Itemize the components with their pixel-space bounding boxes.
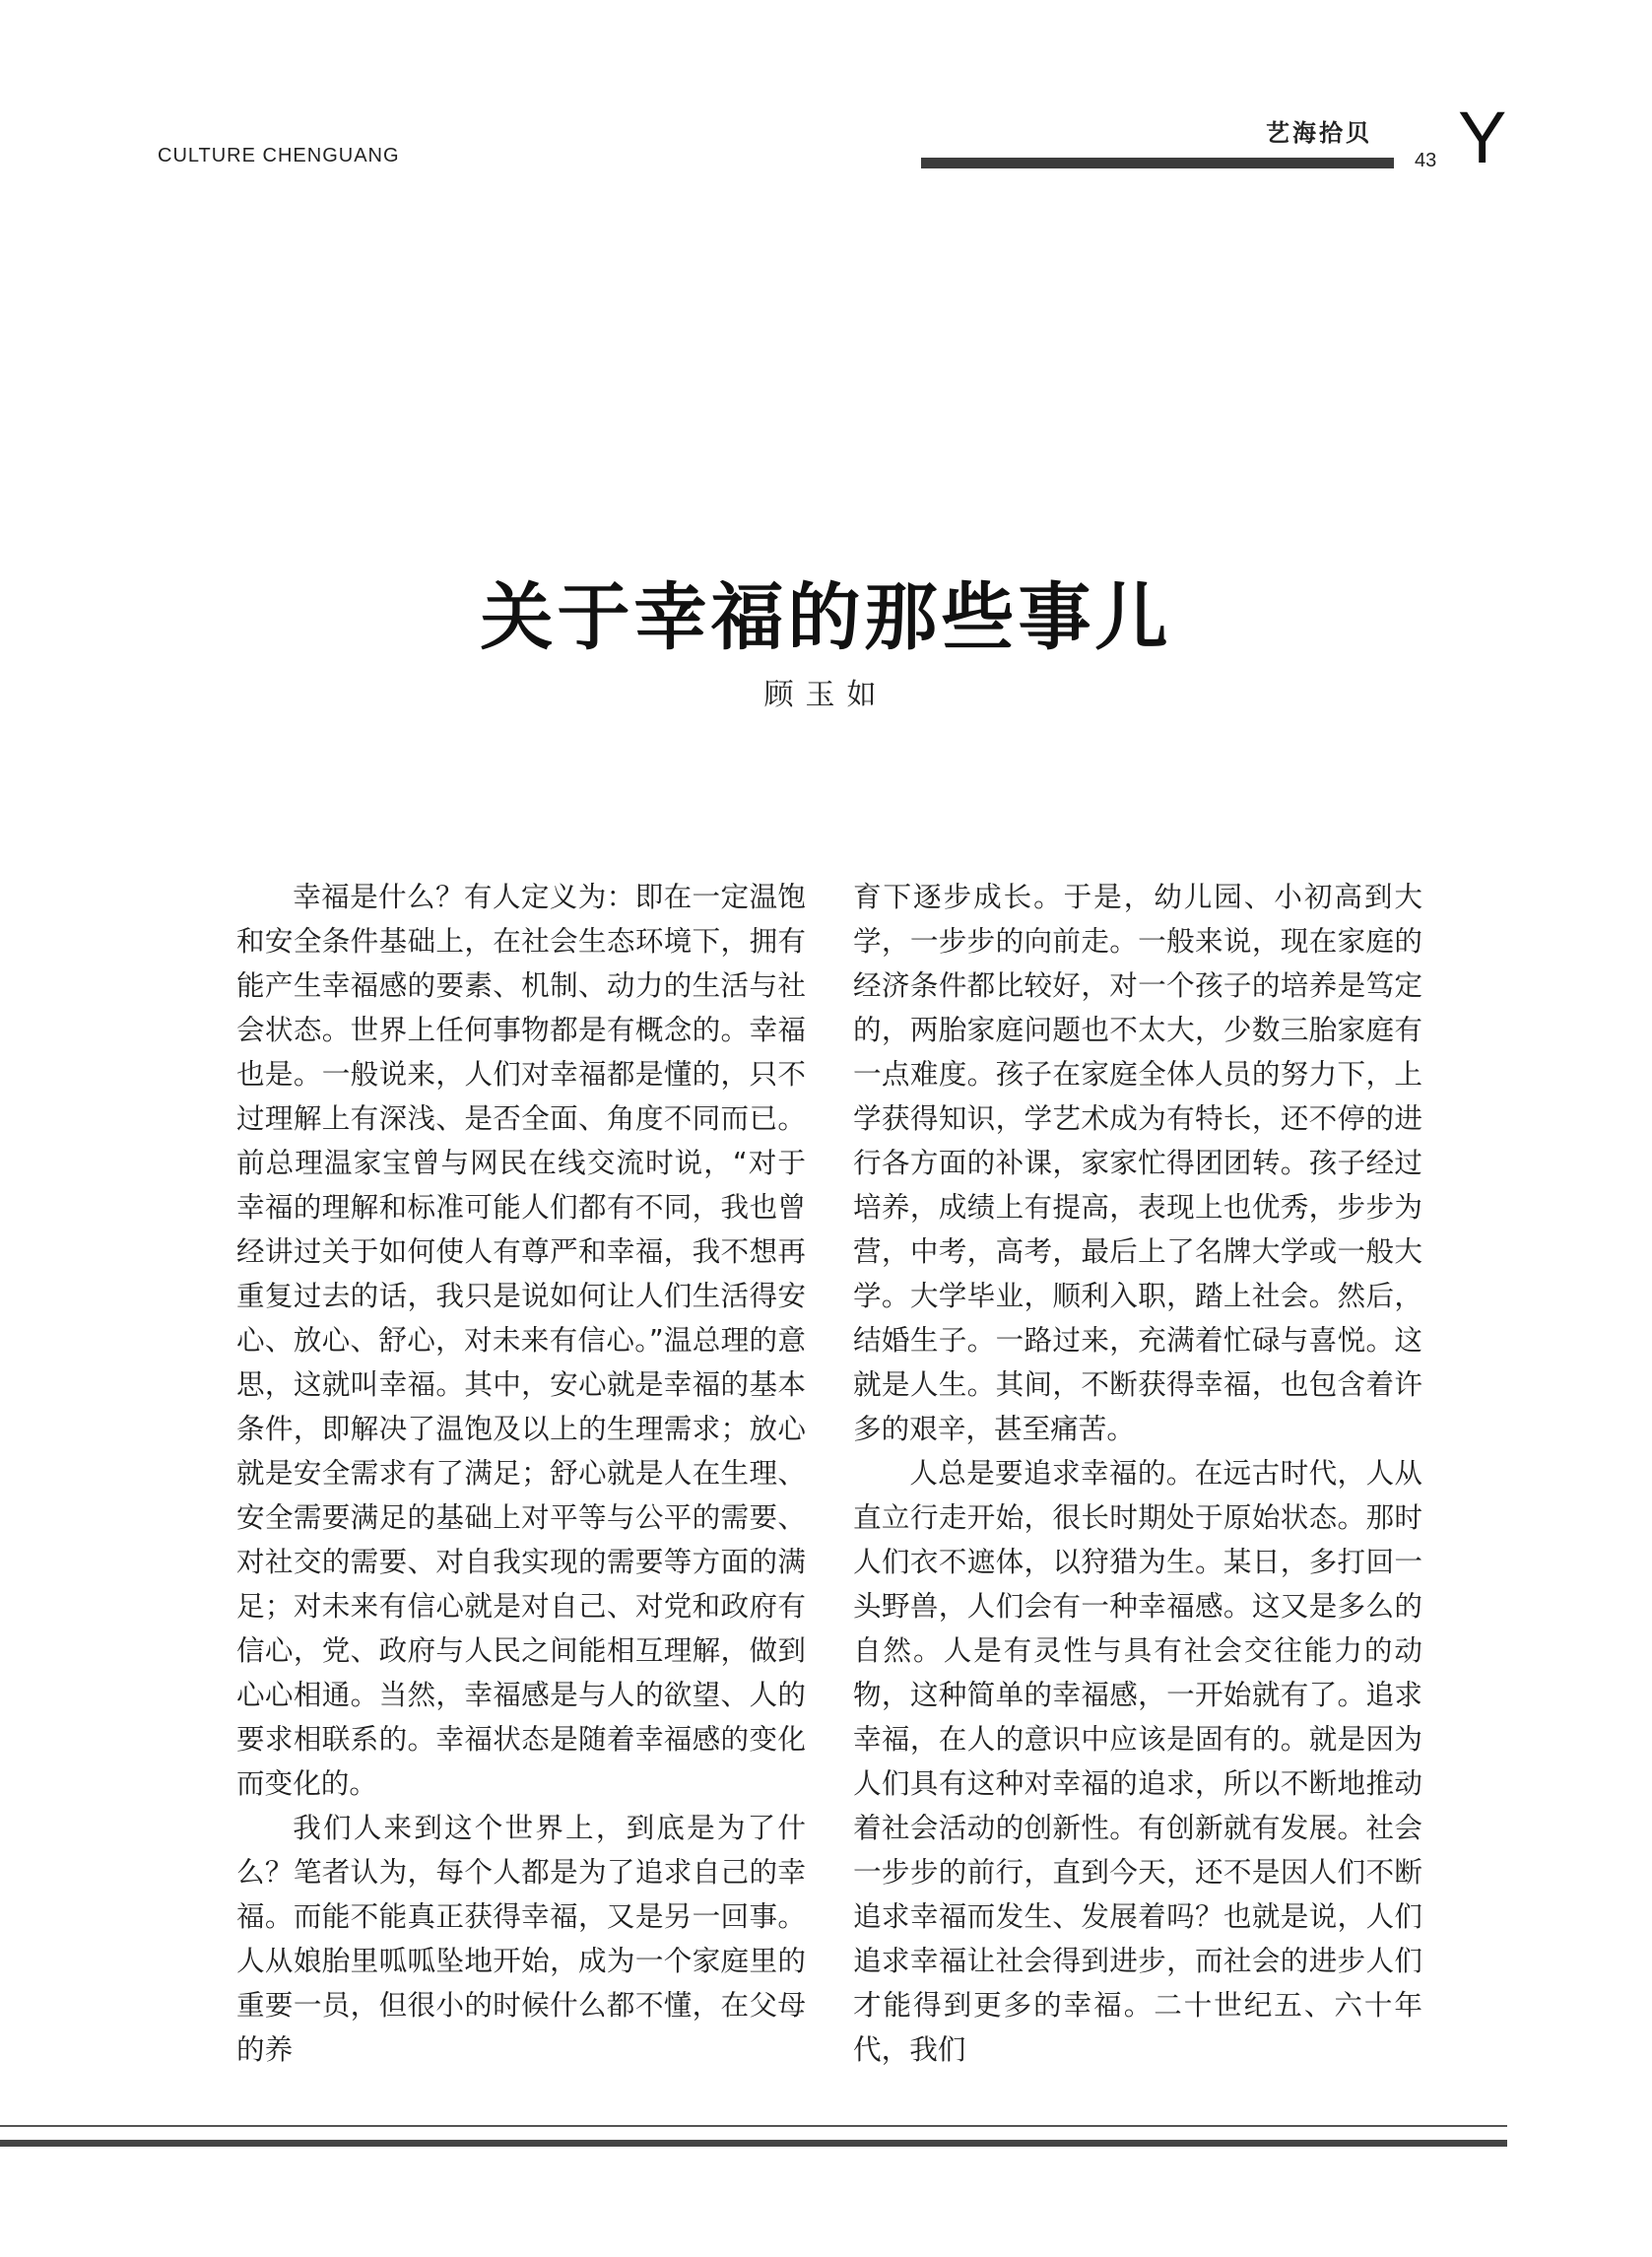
text-column-right [853, 875, 1422, 2072]
text-column-left [236, 875, 806, 2072]
article-title: 关于幸福的那些事儿 [480, 575, 1172, 660]
footer-rule-thin [0, 2125, 1507, 2127]
paragraph: 我们人来到这个世界上，到底是为了什么？笔者认为，每个人都是为了追求自己的幸福。而能不能真正获得幸福，又是另一回事。人从娘胎里呱呱坠地开始，成为一个家庭里的重要一员，但很小的时候什么都不懂，在父母的养 [236, 1811, 806, 2066]
header-rule [921, 158, 1394, 168]
magazine-name: CULTURE CHENGUANG [158, 145, 400, 166]
section-title: 艺海拾贝 [1266, 119, 1372, 147]
page-number: 43 [1415, 150, 1437, 171]
paragraph: 人总是要追求幸福的。在远古时代，人从直立行走开始，很长时期处于原始状态。那时人们衣不遮体，以狩猎为生。某日，多打回一头野兽，人们会有一种幸福感。这又是多么的自然。人是有灵性与具有社会交往能力的动物，这种简单的幸福感，一开始就有了。追求幸福，在人的意识中应该是固有的。就是因为人们具有这种对幸福的追求，所以不断地推动着社会活动的创新性。有创新就有发展。社会一步步的前行，直到今天，还不是因人们不断追求幸福而发生、发展着吗？也就是说，人们追求幸福让社会得到进步，而社会的进步人们才能得到更多的幸福。二十世纪五、六十年代，我们 [853, 1456, 1422, 2066]
footer-rule-thick [0, 2140, 1507, 2147]
paragraph: 育下逐步成长。于是，幼儿园、小初高到大学，一步步的向前走。一般来说，现在家庭的经济条件都比较好，对一个孩子的培养是笃定的，两胎家庭问题也不太大，少数三胎家庭有一点难度。孩子在家庭全体人员的努力下，上学获得知识，学艺术成为有特长，还不停的进行各方面的补课，家家忙得团团转。孩子经过培养，成绩上有提高，表现上也优秀，步步为营，中考，高考，最后上了名牌大学或一般大学。大学毕业，顺利入职，踏上社会。然后，结婚生子。一路过来，充满着忙碌与喜悦。这就是人生。其间，不断获得幸福，也包含着许多的艰辛，甚至痛苦。 [853, 880, 1422, 1445]
paragraph: 幸福是什么？有人定义为：即在一定温饱和安全条件基础上，在社会生态环境下，拥有能产生幸福感的要素、机制、动力的生活与社会状态。世界上任何事物都是有概念的。幸福也是。一般说来，人们对幸福都是懂的，只不过理解上有深浅、是否全面、角度不同而已。前总理温家宝曾与网民在线交流时说，“对于幸福的理解和标准可能人们都有不同，我也曾经讲过关于如何使人有尊严和幸福，我不想再重复过去的话，我只是说如何让人们生活得安心、放心、舒心，对未来有信心。”温总理的意思，这就叫幸福。其中，安心就是幸福的基本条件，即解决了温饱及以上的生理需求；放心就是安全需求有了满足；舒心就是人在生理、安全需要满足的基础上对平等与公平的需要、对社交的需要、对自我实现的需要等方面的满足；对未来有信心就是对自己、对党和政府有信心，党、政府与人民之间能相互理解，做到心心相通。当然，幸福感是与人的欲望、人的要求相联系的。幸福状态是随着幸福感的变化而变化的。 [236, 880, 806, 1800]
section-letter: Y [1458, 97, 1507, 178]
article-author: 顾玉如 [763, 678, 889, 712]
